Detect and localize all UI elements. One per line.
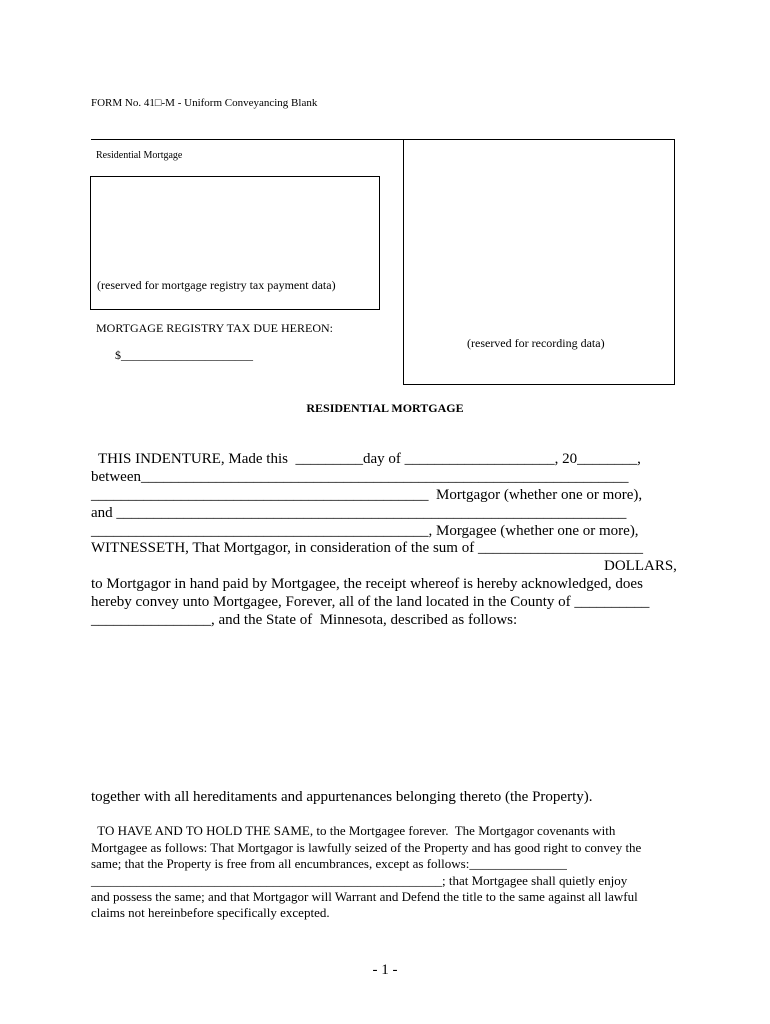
covenants-line-6: claims not hereinbefore specifically excepted. — [91, 905, 330, 920]
covenants-line-3: same; that the Property is free from all encumbrances, except as follows:_______________ — [91, 856, 567, 871]
witnesseth-line: WITNESSETH, That Mortgagor, in consideration of the sum of ______________________ — [91, 540, 643, 556]
receipt-line: to Mortgagor in hand paid by Mortgagee, the receipt whereof is hereby acknowledged, does — [91, 576, 643, 592]
county-line: hereby convey unto Mortgagee, Forever, all of the land located in the County of __________ — [91, 594, 650, 610]
residential-mortgage-label: Residential Mortgage — [96, 150, 183, 161]
recording-data-box — [403, 139, 675, 385]
registry-tax-amount: $______________________ — [115, 348, 253, 362]
mortgagor-line: _____________________________________________ Mortgagor (whether one or more), — [91, 487, 643, 503]
state-line: ________________, and the State of Minnesota, described as follows: — [91, 612, 518, 628]
tax-payment-box-label: (reserved for mortgage registry tax payment data) — [97, 278, 336, 292]
hereditaments-line: together with all hereditaments and appurtenances belonging thereto (the Property). — [91, 789, 593, 805]
covenants-line-5: and possess the same; and that Mortgagor will Warrant and Defend the title to the same against all lawful — [91, 889, 638, 904]
and-line: and ____________________________________________________________________ — [91, 505, 627, 521]
top-divider — [91, 139, 404, 140]
document-title: RESIDENTIAL MORTGAGE — [306, 401, 464, 415]
covenants-line-2: Mortgagee as follows: That Mortgagor is lawfully seized of the Property and has good right to convey the — [91, 840, 642, 855]
dollars-line: DOLLARS, — [604, 558, 677, 574]
covenants-line-1: TO HAVE AND TO HOLD THE SAME, to the Mortgagee forever. The Mortgagor covenants with — [91, 823, 616, 838]
between-line: between_________________________________________________________________ — [91, 469, 629, 485]
recording-data-label: (reserved for recording data) — [467, 336, 605, 350]
registry-tax-label: MORTGAGE REGISTRY TAX DUE HEREON: — [96, 321, 333, 335]
tax-payment-box — [90, 176, 380, 310]
mortgagee-line: _____________________________________________, Morgagee (whether one or more), — [91, 523, 639, 539]
indenture-line: THIS INDENTURE, Made this _________day of ____________________, 20________, — [98, 451, 641, 467]
form-number: FORM No. 41□-M - Uniform Conveyancing Blank — [91, 97, 318, 109]
covenants-line-4: ______________________________________________________; that Mortgagee shall quietly enjoy — [91, 873, 628, 888]
page-number: - 1 - — [372, 962, 398, 978]
